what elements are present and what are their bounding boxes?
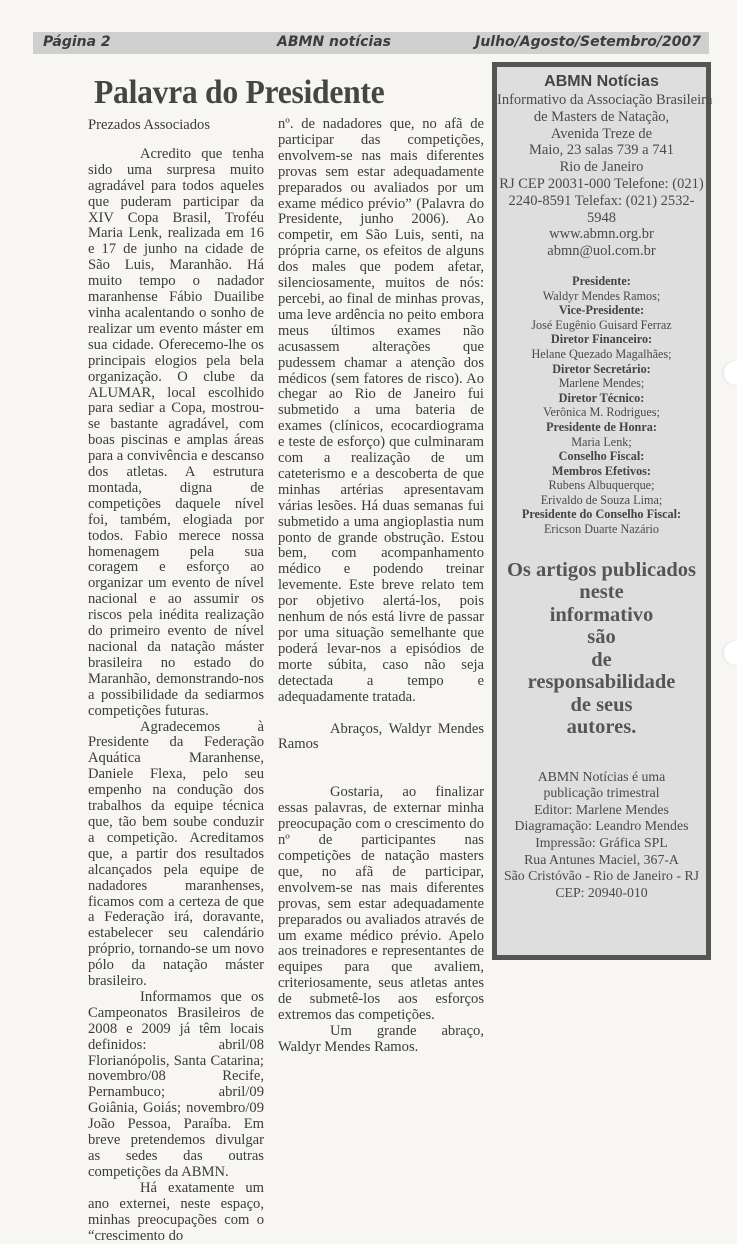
- staff-role: Membros Efetivos:: [552, 463, 651, 478]
- contact-line: Rio de Janeiro: [559, 159, 644, 176]
- article-greeting: Prezados Associados: [88, 117, 211, 133]
- staff-role: Diretor Técnico:: [558, 390, 645, 405]
- credit-line: Impressão: Gráfica SPL: [535, 835, 668, 851]
- staff-role: Conselho Fiscal:: [558, 449, 645, 464]
- credit-line: CEP: 20940-010: [555, 884, 648, 900]
- staff-name: Marlene Mendes;: [558, 376, 645, 391]
- article-paragraph: nº. de nadadores que, no afã de participar das competições, envolvem-se nas mais diferentes provas sem estar adequadamente preparados ou avaliados por um exame médico prévio” (Palavra do Presidente, junho 2006). Ao competir, em São Luis, senti, na própria carne, os efeitos de alguns dos males que podem afetar, silenciosamente, muitos de nós: percebi, ao final de minhas provas, uma leve ardência no peito embora meus últimos exames não acusassem alterações que pudessem chamar a atenção dos médicos (sem fatores de risco). Ao chegar ao Rio de Janeiro fui submetido a uma bateria de exames (clínicos, ecocardiograma e teste de esforço) que culminaram com a realização de um cateterismo e a descoberta de que minhas artérias apresentavam várias lesões. Há duas semanas fui submetido a uma angioplastia num ponto de grande obstrução. Estou bem, com acompanhamento médico e podendo treinar levemente. Este breve relato tem por objetivo alertá-los, pois nenhum de nós está livre de passar por uma situação semelhante que poderá levar-nos a episódios de morte súbita, caso não seja detectada a tempo e adequadamente tratada.: [278, 116, 484, 705]
- notice-line: responsabilidade: [527, 671, 676, 694]
- staff-role: Diretor Financeiro:: [550, 332, 653, 347]
- page-number: Página 2: [43, 34, 111, 50]
- staff-name: Helane Quezado Magalhães;: [531, 346, 672, 361]
- credit-line: Editor: Marlene Mendes: [534, 801, 669, 817]
- staff-role: Presidente do Conselho Fiscal:: [521, 507, 682, 522]
- staff-list: [497, 274, 706, 537]
- article-signoff: Abraços, Waldyr Mendes Ramos: [278, 720, 484, 753]
- sidebar-title: ABMN Notícias: [544, 73, 659, 90]
- punch-hole: [722, 640, 737, 666]
- article-column-1: [88, 118, 264, 1244]
- notice-line: são: [587, 626, 616, 649]
- credit-line: ABMN Notícias é uma: [537, 768, 666, 784]
- article-paragraph: Agradecemos à Presidente da Federação Aquática Maranhense, Daniele Flexa, pelo seu empenho na condução dos trabalhos da equipe técnica que, tão bem soube conduzir a competição. Acreditamos que, a partir dos resultados alcançados pela equipe de nadadores maranhenses, ficamos com a certeza de que a Federação irá, doravante, estabelecer seu calendário próprio, tornando-se um novo pólo da natação máster brasileiro.: [88, 718, 264, 990]
- credit-line: Diagramação: Leandro Mendes: [514, 818, 689, 834]
- article-closing-signoff: Um grande abraço, Waldyr Mendes Ramos.: [278, 1022, 484, 1055]
- staff-name: Maria Lenk;: [571, 434, 632, 449]
- contact-line: 5948: [587, 209, 616, 226]
- contact-info: [497, 92, 713, 260]
- staff-name: Erivaldo de Souza Lima;: [540, 492, 663, 507]
- article-paragraph: Informamos que os Campeonatos Brasileiros de 2008 e 2009 já têm locais definidos: abril/08 Florianópolis, Santa Catarina; novembro/08 Recife, Pernambuco; abril/09 Goiânia, Goiás; novembro/09 João Pessoa, Paraíba. Em breve pretendemos divulgar as sedes das outras competições da ABMN.: [88, 988, 264, 1180]
- contact-line: 2240-8591 Telefax: (021) 2532-: [508, 192, 695, 209]
- staff-name: Verônica M. Rodrigues;: [543, 405, 660, 420]
- staff-name: Waldyr Mendes Ramos;: [542, 288, 661, 303]
- credit-line: São Cristóvão - Rio de Janeiro - RJ: [503, 868, 700, 884]
- masthead-sidebar: [492, 62, 711, 960]
- staff-role: Diretor Secretário:: [552, 361, 651, 376]
- notice-line: informativo: [549, 603, 654, 626]
- issue-date: Julho/Agosto/Setembro/2007: [475, 34, 701, 50]
- credit-line: Rua Antunes Maciel, 367-A: [524, 851, 679, 867]
- publication-credits: [497, 769, 706, 902]
- contact-line: RJ CEP 20031-000 Telefone: (021): [499, 175, 704, 192]
- credit-line: publicação trimestral: [543, 785, 660, 801]
- staff-role: Vice-Presidente:: [558, 303, 645, 318]
- publication-name: ABMN notícias: [277, 34, 391, 50]
- article-title: Palavra do Presidente: [94, 74, 385, 111]
- staff-name: José Eugênio Guisard Ferraz: [531, 317, 672, 332]
- contact-line: Maio, 23 salas 739 a 741: [529, 142, 674, 159]
- disclaimer-notice: [497, 559, 706, 739]
- contact-line: de Masters de Natação,: [533, 108, 670, 125]
- notice-line: autores.: [566, 716, 637, 739]
- staff-name: Ericson Duarte Nazário: [543, 522, 660, 537]
- article-paragraph: Há exatamente um ano externei, neste espaço, minhas preocupações com o “crescimento do: [88, 1179, 264, 1244]
- notice-line: Os artigos publicados: [506, 558, 697, 581]
- notice-line: de seus: [570, 693, 633, 716]
- staff-role: Presidente de Honra:: [546, 419, 657, 434]
- contact-line: www.abmn.org.br: [549, 226, 654, 243]
- punch-hole: [722, 360, 737, 386]
- contact-line: abmn@uol.com.br: [547, 243, 656, 260]
- page-header: [33, 32, 709, 54]
- staff-name: Rubens Albuquerque;: [548, 478, 655, 493]
- article-paragraph: Gostaria, ao finalizar essas palavras, de externar minha preocupação com o crescimento do nº de participantes nas competições de natação masters que, no afã de participar, envolvem-se nas mais diferentes provas, sem estar adequadamente preparados ou avaliados através de um exame médico prévio. Apelo aos treinadores e representantes de equipes para que avaliem, criteriosamente, seus atletas antes de submetê-los aos esforços extremos das competições.: [278, 784, 484, 1024]
- article-column-2: [278, 117, 484, 1056]
- notice-line: de: [591, 648, 612, 671]
- notice-line: neste: [579, 581, 624, 604]
- article-paragraph: Acredito que tenha sido uma surpresa muito agradável para todos aqueles que puderam participar da XIV Copa Brasil, Troféu Maria Lenk, realizada em 16 e 17 de junho na cidade de São Luis, Maranhão. Há muito tempo o nadador maranhense Fábio Duailibe vinha acalentando o sonho de realizar um evento máster em sua cidade. Oferecemo-lhe os principais elogios pela bela organização. O clube da ALUMAR, local escolhido para sediar a Copa, mostrou-se bastante agradável, com boas piscinas e amplas áreas para a convivência e descanso dos atletas. A estrutura montada, digna de competições daquele nível foi, também, elogiada por todos. Fabio merece nossa homenagem pela sua coragem e esforço ao organizar um evento de nível nacional e ao assumir os riscos pela inédita realização do primeiro evento de nível nacional da natação máster brasileira no estado do Maranhão, demonstrando-nos a possibilidade da sediarmos competições futuras.: [88, 145, 264, 719]
- staff-role: Presidente:: [572, 273, 631, 288]
- contact-line: Avenida Treze de: [550, 125, 653, 142]
- contact-line: Informativo da Associação Brasileira: [497, 92, 713, 108]
